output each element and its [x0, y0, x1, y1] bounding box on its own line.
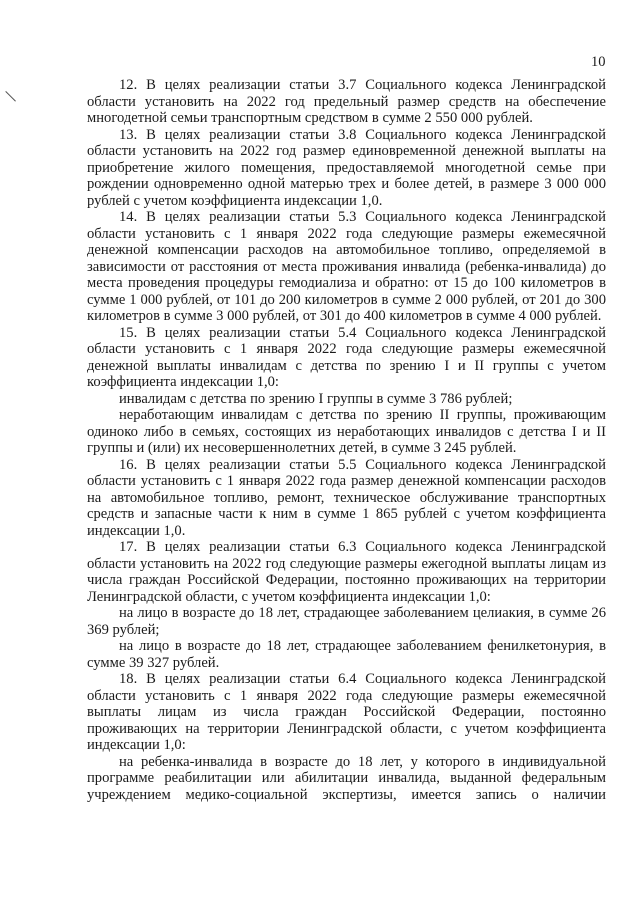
page-number: 10 — [591, 54, 606, 70]
paragraph-item-12: 12. В целях реализации статьи 3.7 Социального кодекса Ленинградской области установить на 2022 год предельный размер средств на обеспечение многодетной семьи транспортным средством в сумме 2 550 000 рублей. — [87, 77, 606, 126]
document-body — [87, 77, 606, 803]
paragraph-subitem-15-2: неработающим инвалидам с детства по зрению II группы, проживающим одиноко либо в семьях, состоящих из неработающих инвалидов с детства I и II группы и (или) их несовершеннолетних детей, в сумме 3 245 рублей. — [87, 407, 606, 456]
paragraph-item-15: 15. В целях реализации статьи 5.4 Социального кодекса Ленинградской области установить с 1 января 2022 года следующие размеры ежемесячной денежной выплаты инвалидам с детства по зрению I и II группы с учетом коэффициента индексации 1,0: — [87, 324, 606, 390]
paragraph-item-17: 17. В целях реализации статьи 6.3 Социального кодекса Ленинградской области установить на 2022 год следующие размеры ежегодной выплаты лицам из числа граждан Российской Федерации, постоянно проживающих на территории Ленинградской области, с учетом коэффициента индексации 1,0: — [87, 539, 606, 605]
paragraph-item-16: 16. В целях реализации статьи 5.5 Социального кодекса Ленинградской области установить с 1 января 2022 года размер денежной компенсации расходов на автомобильное топливо, ремонт, техническое обслуживание транспортных средств и запасные части к ним в сумме 1 865 рублей с учетом коэффициента индексации 1,0. — [87, 456, 606, 539]
paragraph-item-18: 18. В целях реализации статьи 6.4 Социального кодекса Ленинградской области установить с 1 января 2022 года следующие размеры ежемесячной выплаты лицам из числа граждан Российской Федерации, постоянно проживающих на территории Ленинградской области, с учетом коэффициента индексации 1,0: — [87, 671, 606, 753]
paragraph-item-13: 13. В целях реализации статьи 3.8 Социального кодекса Ленинградской области установить на 2022 год размер единовременной денежной выплаты на приобретение жилого помещения, предоставляемой многодетной семье при рождении одновременно одной матерью трех и более детей, в размере 3 000 000 рублей с учетом коэффициента индексации 1,0. — [87, 126, 606, 209]
margin-mark — [5, 91, 16, 102]
paragraph-subitem-17-1: на лицо в возрасте до 18 лет, страдающее заболеванием целиакия, в сумме 26 369 рублей; — [87, 605, 606, 638]
paragraph-subitem-17-2: на лицо в возрасте до 18 лет, страдающее заболеванием фенилкетонурия, в сумме 39 327 рублей. — [87, 638, 606, 671]
paragraph-item-14: 14. В целях реализации статьи 5.3 Социального кодекса Ленинградской области установить с 1 января 2022 года следующие размеры ежемесячной денежной компенсации расходов на автомобильное топливо, определяемой в зависимости от расстояния от места проживания инвалида (ребенка-инвалида) до места проведения процедуры гемодиализа и обратно: от 15 до 100 километров в сумме 1 000 рублей, от 101 до 200 километров в сумме 2 000 рублей, от 201 до 300 километров в сумме 3 000 рублей, от 301 до 400 километров в сумме 4 000 рублей. — [87, 209, 606, 324]
paragraph-subitem-18-1: на ребенка-инвалида в возрасте до 18 лет, у которого в индивидуальной программе реабилитации или абилитации инвалида, выданной федеральным учреждением медико-социальной экспертизы, имеется запись о наличии — [87, 753, 606, 803]
paragraph-subitem-15-1: инвалидам с детства по зрению I группы в сумме 3 786 рублей; — [119, 390, 513, 407]
